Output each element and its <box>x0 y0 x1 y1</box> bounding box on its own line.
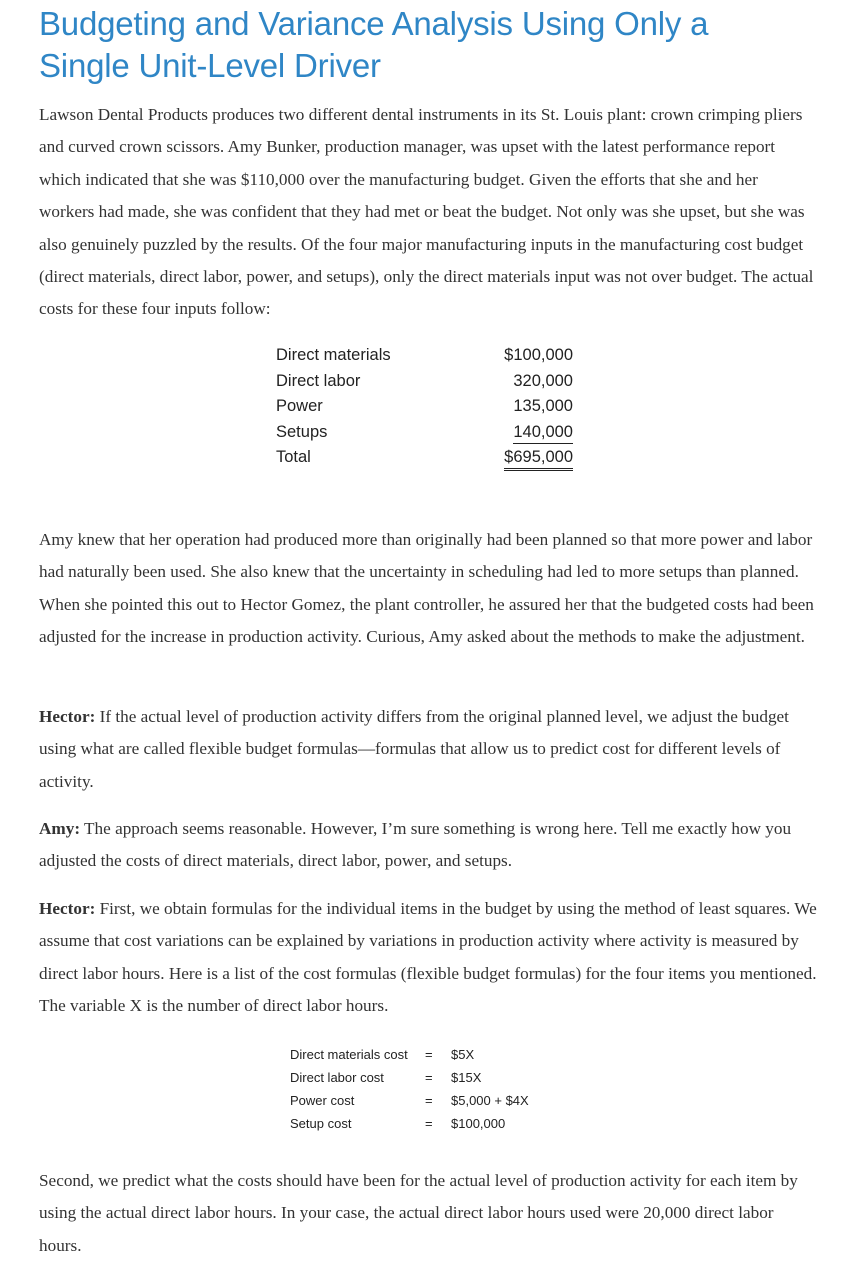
formula-value: $5X <box>451 1047 475 1062</box>
cost-amount: 135,000 <box>513 397 573 415</box>
cost-label: Direct materials <box>276 346 391 364</box>
paragraph-last: Second, we predict what the costs should have been for the actual level of production activity for each item by using the actual direct labor hours. In your case, the actual direct labor hours used were 20,000 direct labor hours. <box>39 1171 798 1255</box>
equals-sign: = <box>425 1047 433 1062</box>
formula-label: Direct materials cost <box>290 1047 408 1062</box>
table-row <box>0 346 573 366</box>
dialogue-text: First, we obtain formulas for the individual items in the budget by using the method of least squares. We assume that cost variations can be explained by variations in production activity where activity is measured by direct labor hours. Here is a list of the cost formulas (flexible budget formulas) for the four items you mentioned. The variable X is the number of direct labor hours. <box>39 899 817 1016</box>
dialogue-hector-1 <box>39 701 817 798</box>
dialogue-text: If the actual level of production activity differs from the original planned level, we adjust the budget using what are called flexible budget formulas—formulas that allow us to predict cost for different levels of activity. <box>39 707 789 791</box>
formula-label: Setup cost <box>290 1116 352 1131</box>
cost-label: Power <box>276 397 323 415</box>
formula-value: $15X <box>451 1070 482 1085</box>
cost-amount: 320,000 <box>513 372 573 390</box>
formula-value: $100,000 <box>451 1116 506 1131</box>
total-amount: $695,000 <box>504 448 573 471</box>
table-row <box>0 423 573 443</box>
formula-row <box>290 1093 690 1111</box>
paragraph-2: Amy knew that her operation had produced more than originally had been planned so that more power and labor had naturally been used. She also knew that the uncertainty in scheduling had led to more setups than planned. When she pointed this out to Hector Gomez, the plant controller, he assured her that the budgeted costs had been adjusted for the increase in production activity. Curious, Amy asked about the methods to make the adjustment. <box>39 530 814 647</box>
cost-amount: $100,000 <box>504 346 573 364</box>
cost-label: Direct labor <box>276 372 361 390</box>
equals-sign: = <box>425 1070 433 1085</box>
actual-costs-table <box>0 346 573 476</box>
dialogue-text: The approach seems reasonable. However, I’m sure something is wrong here. Tell me exactly how you adjusted the costs of direct materials, direct labor, power, and setups. <box>39 819 792 871</box>
formula-value: $5,000 + $4X <box>451 1093 529 1108</box>
cost-amount: 140,000 <box>513 423 573 444</box>
dialogue-amy <box>39 813 817 878</box>
cost-label: Setups <box>276 423 328 441</box>
table-row <box>0 397 573 417</box>
formula-row <box>290 1070 690 1088</box>
formula-label: Power cost <box>290 1093 355 1108</box>
equals-sign: = <box>425 1116 433 1131</box>
table-row <box>0 372 573 392</box>
total-label: Total <box>276 448 311 466</box>
speaker-name: Amy: <box>39 819 81 838</box>
equals-sign: = <box>425 1093 433 1108</box>
intro-paragraph: Lawson Dental Products produces two different dental instruments in its St. Louis plant: crown crimping pliers and curved crown scissors. Amy Bunker, production manager, was upset with the latest performance report which indicated that she was $110,000 over the manufacturing budget. Given the efforts that she and her workers had made, she was confident that they had met or beat the budget. Not only was she upset, but she was also genuinely puzzled by the results. Of the four major manufacturing inputs in the manufacturing cost budget (direct materials, direct labor, power, and setups), only the direct materials input was not over budget. The actual costs for these four inputs follow: <box>39 105 814 319</box>
page-title: Budgeting and Variance Analysis Using Only a Single Unit-Level Driver <box>39 5 709 84</box>
formula-row <box>290 1116 690 1134</box>
formulas-table <box>290 1047 690 1137</box>
formula-row <box>290 1047 690 1065</box>
table-total-row <box>0 448 573 468</box>
formula-label: Direct labor cost <box>290 1070 384 1085</box>
dialogue-hector-2 <box>39 893 817 1023</box>
speaker-name: Hector: <box>39 899 96 918</box>
speaker-name: Hector: <box>39 707 96 726</box>
